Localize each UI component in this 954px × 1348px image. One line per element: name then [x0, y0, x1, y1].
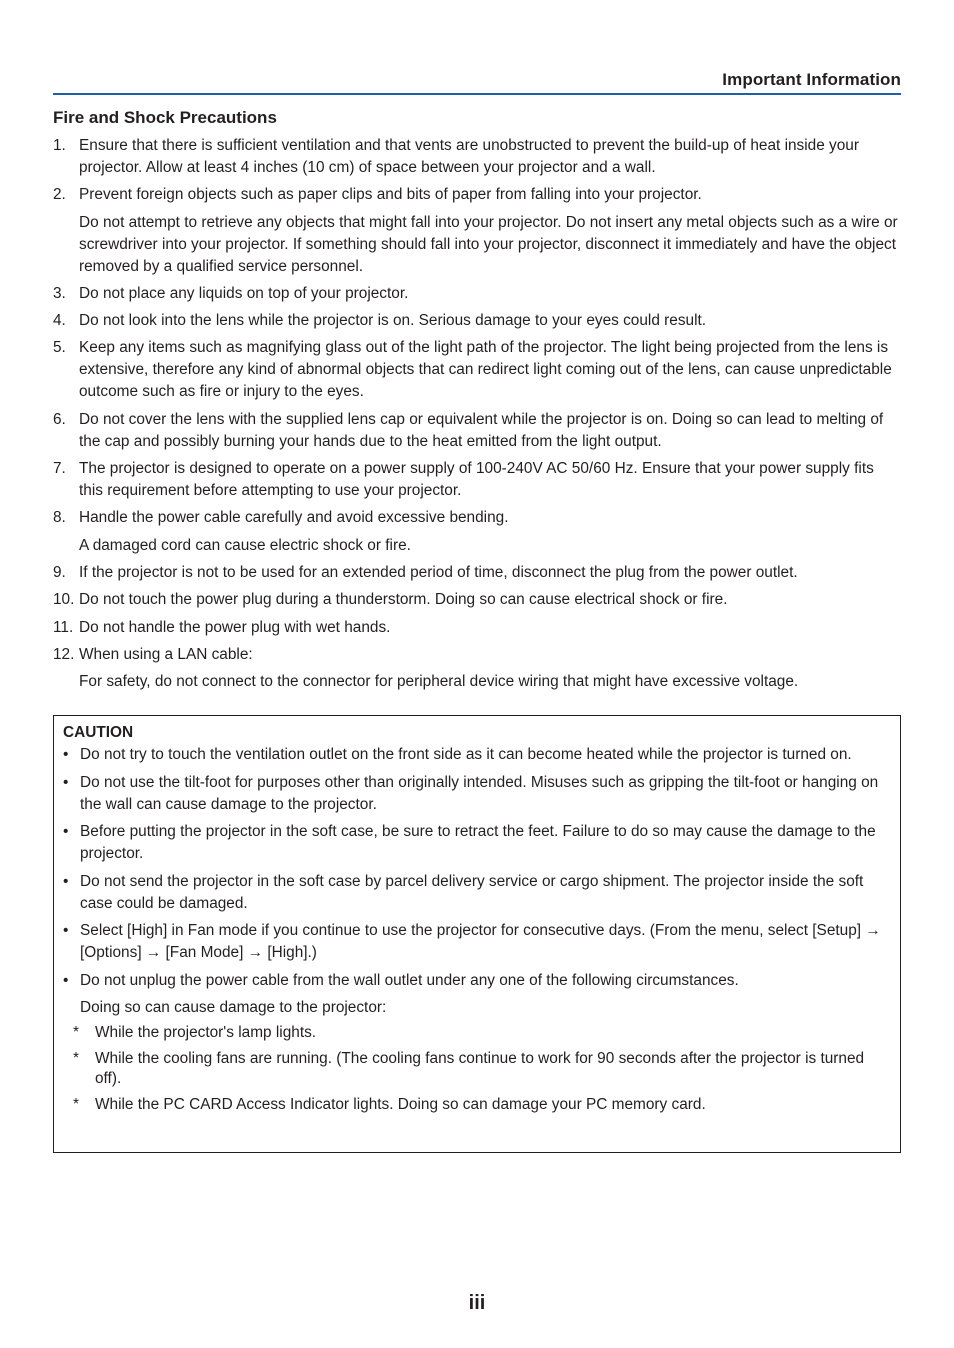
- page-number: iii: [468, 1292, 486, 1314]
- list-item: [53, 589, 901, 611]
- bullet-text: Do not send the projector in the soft case by parcel delivery service or cargo shipment. The projector inside the soft case could be damaged.: [80, 872, 864, 912]
- list-item-continuation: For safety, do not connect to the connector for peripheral device wiring that might have excessive voltage.: [79, 673, 799, 691]
- bullet-text: Select [High] in Fan mode if you continue to use the projector for consecutive days. (From the menu, select [Setup] → [Options] → [Fan Mode] → [High].): [80, 922, 881, 961]
- caution-box: [53, 715, 901, 1153]
- asterisk-icon: *: [73, 1024, 79, 1041]
- item-text: Do not place any liquids on top of your projector.: [79, 284, 409, 302]
- caution-bullet: [63, 772, 891, 816]
- list-item: [53, 337, 901, 403]
- item-number: 2.: [53, 186, 66, 204]
- header-title: Important Information: [722, 70, 901, 89]
- list-item: [53, 135, 901, 179]
- list-item: [53, 283, 901, 305]
- list-item-continuation: A damaged cord can cause electric shock or fire.: [79, 536, 411, 554]
- section-title: Fire and Shock Precautions: [53, 108, 277, 127]
- list-item: [53, 507, 901, 529]
- item-text: If the projector is not to be used for an extended period of time, disconnect the plug from the power outlet.: [79, 563, 798, 581]
- bullet-text: Do not unplug the power cable from the wall outlet under any one of the following circumstances.: [80, 971, 739, 989]
- item-text: Do not cover the lens with the supplied lens cap or equivalent while the projector is on. Doing so can lead to melting of the cap and possibly burning your hands due to the heat emitted from the light output.: [79, 410, 884, 450]
- precautions-list: [53, 135, 901, 698]
- item-number: 10.: [53, 591, 75, 609]
- bullet-text: Before putting the projector in the soft case, be sure to retract the feet. Failure to do so may cause the damage to the projector.: [80, 823, 876, 862]
- item-text: Ensure that there is sufficient ventilation and that vents are unobstructed to prevent the build-up of heat inside your projector. Allow at least 4 inches (10 cm) of space between your projector and a wall.: [79, 137, 859, 176]
- bullet-icon: •: [63, 922, 69, 939]
- item-text: Handle the power cable carefully and avoid excessive bending.: [79, 509, 509, 527]
- item-text: The projector is designed to operate on a power supply of 100-240V AC 50/60 Hz. Ensure that your power supply fits this requirement before attempting to use your projector.: [79, 460, 874, 500]
- item-number: 6.: [53, 410, 66, 428]
- asterisk-icon: *: [73, 1096, 79, 1113]
- circumstance-text: While the PC CARD Access Indicator lights. Doing so can damage your PC memory card.: [95, 1096, 706, 1113]
- bullet-icon: •: [63, 746, 69, 763]
- item-text: Prevent foreign objects such as paper clips and bits of paper from falling into your projector.: [79, 186, 702, 204]
- item-text: Do not look into the lens while the projector is on. Serious damage to your eyes could result.: [79, 312, 707, 330]
- bullet-text: Do not try to touch the ventilation outlet on the front side as it can become heated while the projector is turned on.: [80, 746, 852, 763]
- bullet-icon: •: [63, 971, 69, 989]
- item-number: 7.: [53, 460, 66, 478]
- bullet-icon: •: [63, 773, 69, 791]
- list-item: [53, 409, 901, 453]
- list-item: [53, 184, 901, 206]
- circumstance-item: [63, 1023, 891, 1043]
- caution-bullet: [63, 871, 891, 915]
- item-number: 5.: [53, 339, 66, 357]
- circumstance-text: While the projector's lamp lights.: [95, 1024, 317, 1041]
- bullet-icon: •: [63, 823, 69, 840]
- item-text: Keep any items such as magnifying glass out of the light path of the projector. The light being projected from the lens is extensive, therefore any kind of abnormal objects that can redirect light coming out of the lens, can cause unpredictable outcome such as fire or injury to the eyes.: [79, 339, 892, 401]
- item-number: 11.: [53, 618, 74, 636]
- caution-bullet: [63, 821, 891, 865]
- caution-note: Doing so can cause damage to the projector:: [80, 999, 387, 1016]
- caution-title: CAUTION: [63, 724, 134, 741]
- list-item: [53, 617, 901, 639]
- circumstance-item: [63, 1049, 891, 1089]
- caution-bullet: [63, 744, 891, 766]
- caution-bullet: [63, 920, 891, 964]
- bullet-icon: •: [63, 872, 69, 890]
- circumstance-item: [63, 1095, 891, 1115]
- list-item: [53, 644, 901, 666]
- list-item: [53, 562, 901, 584]
- item-number: 1.: [53, 137, 66, 154]
- circumstance-text: While the cooling fans are running. (The cooling fans continue to work for 90 seconds after the projector is turned off).: [95, 1050, 865, 1087]
- asterisk-icon: *: [73, 1050, 79, 1067]
- item-number: 8.: [53, 509, 66, 527]
- list-item-continuation: Do not attempt to retrieve any objects that might fall into your projector. Do not insert any metal objects such as a wire or screwdriver into your projector. If something should fall into your projector, disconnect it immediately and have the object removed by a qualified service personnel.: [79, 213, 898, 275]
- item-text: Do not touch the power plug during a thunderstorm. Doing so can cause electrical shock or fire.: [79, 591, 728, 609]
- bullet-text: Do not use the tilt-foot for purposes other than originally intended. Misuses such as gripping the tilt-foot or hanging on the wall can cause damage to the projector.: [80, 773, 879, 813]
- item-text: Do not handle the power plug with wet hands.: [79, 618, 391, 636]
- item-number: 12.: [53, 645, 75, 663]
- caution-bullet: [63, 970, 891, 992]
- list-item: [53, 310, 901, 332]
- item-number: 9.: [53, 563, 66, 581]
- list-item: [53, 458, 901, 502]
- item-number: 3.: [53, 284, 66, 302]
- header-rule: [53, 93, 901, 95]
- item-text: When using a LAN cable:: [79, 645, 253, 663]
- item-number: 4.: [53, 312, 66, 330]
